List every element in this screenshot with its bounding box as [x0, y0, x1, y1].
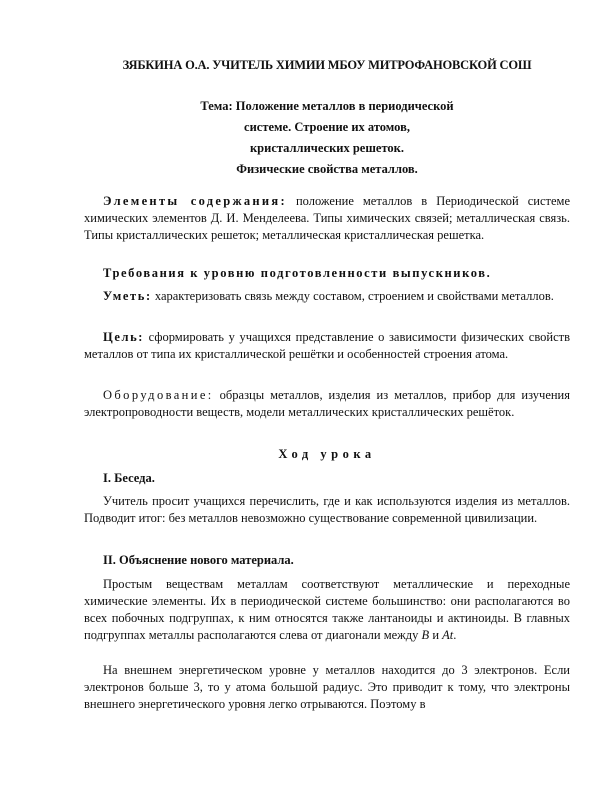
- skills-text: характеризовать связь между составом, строением и свойствами металлов.: [151, 289, 554, 303]
- topic-line: Тема: Положение металлов в периодической: [200, 99, 454, 113]
- topic-line: системе. Строение их атомов,: [244, 120, 410, 134]
- content-elements-paragraph: [84, 193, 570, 244]
- skills-label: Уметь:: [103, 289, 152, 303]
- goal-paragraph: [84, 329, 570, 363]
- lesson-topic: [84, 96, 570, 180]
- section2-paragraph-2: На внешнем энергетическом уровне у металлов находится до 3 электронов. Если электронов больше 3, то у атома большой радиус. Это приводит к тому, что электроны внешнего энергетического уровня легко отрываются. Поэтому в: [84, 663, 570, 711]
- para1-end: .: [453, 628, 457, 642]
- equipment-text: образцы металлов, изделия из металлов, прибор для изучения электропроводности веществ, модели металлических кристаллических решёток.: [84, 388, 570, 419]
- author-header: ЗЯБКИНА О.А. УЧИТЕЛЬ ХИМИИ МБОУ МИТРОФАНОВСКОЙ СОШ: [122, 58, 532, 72]
- section2-paragraph-1: [84, 576, 570, 644]
- para1-and: и: [429, 628, 443, 642]
- content-elements-label: Элементы содержания:: [103, 194, 287, 208]
- lesson-progress-heading: Ход урока: [278, 447, 376, 461]
- section2-title: II. Объяснение нового материала.: [103, 553, 294, 567]
- goal-label: Цель:: [103, 330, 145, 344]
- equipment-paragraph: [84, 387, 570, 421]
- topic-line: Физические свойства металлов.: [236, 162, 418, 176]
- section1-paragraph: Учитель просит учащихся перечислить, где и как используются изделия из металлов. Подводит итог: без металлов невозможно существование современной цивилизации.: [84, 494, 570, 525]
- para1-text: Простым веществам металлам соответствуют металлические и переходные химические элементы. Их в периодической системе большинство: они располагаются во всех побочных подгруппах, к ним относятся также лантаноиды и актиноиды. В главных подгруппах металлы располагаются слева от диагонали между: [84, 577, 570, 642]
- element-at: At: [442, 628, 454, 642]
- skills-paragraph: [84, 288, 570, 305]
- requirements-heading: [84, 265, 570, 282]
- content-elements-text: положение металлов в Периодической системе химических элементов Д. И. Менделеева. Типы химических связей; металлическая связь. Типы кристаллических решеток; металлическая кристаллическая решетка.: [84, 194, 570, 242]
- equipment-label: Оборудование:: [103, 388, 214, 402]
- element-b: B: [421, 628, 430, 642]
- section1-title: I. Беседа.: [103, 471, 155, 485]
- topic-line: кристаллических решеток.: [249, 141, 405, 155]
- requirements-text: Требования к уровню подготовленности выпускников.: [103, 266, 492, 280]
- goal-text: сформировать у учащихся представление о зависимости физических свойств металлов от типа их кристаллической решётки и особенностей строения атома.: [84, 330, 570, 361]
